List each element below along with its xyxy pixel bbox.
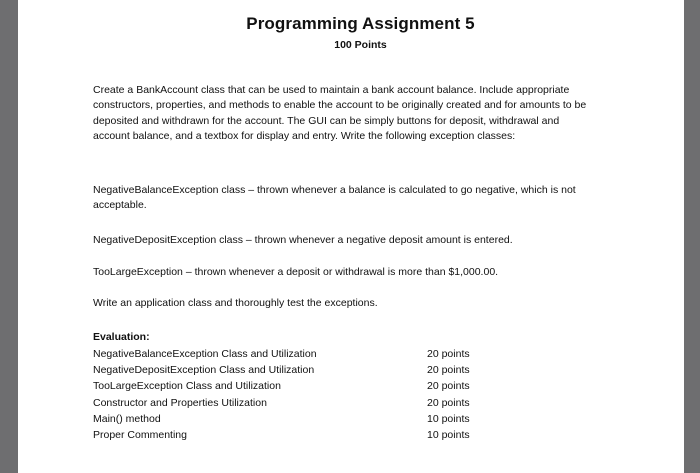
evaluation-criterion: TooLargeException Class and Utilization bbox=[93, 380, 281, 393]
document-page bbox=[18, 0, 684, 473]
evaluation-points: 10 points bbox=[427, 412, 470, 425]
evaluation-points: 20 points bbox=[427, 396, 470, 409]
too-large-paragraph: TooLargeException – thrown whenever a deposit or withdrawal is more than $1,000.00. bbox=[93, 266, 499, 278]
page-subtitle: 100 Points bbox=[334, 39, 387, 51]
evaluation-points: 20 points bbox=[427, 364, 470, 377]
negative-balance-paragraph: NegativeBalanceException class – thrown whenever a balance is calculated to go negative, which is not acceptable. bbox=[93, 184, 576, 212]
evaluation-criterion: NegativeDepositException Class and Utilization bbox=[93, 364, 315, 377]
evaluation-row bbox=[93, 346, 493, 362]
evaluation-points: 20 points bbox=[427, 380, 470, 393]
page-title: Programming Assignment 5 bbox=[246, 14, 475, 33]
evaluation-row bbox=[93, 411, 493, 427]
intro-paragraph: Create a BankAccount class that can be used to maintain a bank account balance. Include appropriate constructors, properties, and methods to enable the account to be originally created and for amounts to be deposited and withdrawn for the account. The GUI can be simply buttons for deposit, withdrawal and account balance, and a textbox for display and entry. Write the following exception classes: bbox=[93, 84, 587, 143]
evaluation-points: 20 points bbox=[427, 348, 470, 360]
evaluation-row bbox=[93, 395, 493, 411]
application-paragraph: Write an application class and thoroughly test the exceptions. bbox=[93, 297, 378, 309]
evaluation-row bbox=[93, 362, 493, 378]
evaluation-heading: Evaluation: bbox=[93, 331, 150, 343]
evaluation-table bbox=[93, 346, 493, 443]
negative-deposit-paragraph: NegativeDepositException class – thrown whenever a negative deposit amount is entered. bbox=[93, 234, 513, 246]
evaluation-row bbox=[93, 427, 493, 443]
evaluation-criterion: Proper Commenting bbox=[93, 428, 187, 441]
evaluation-row bbox=[93, 378, 493, 394]
evaluation-criterion: NegativeBalanceException Class and Utilization bbox=[93, 348, 317, 360]
evaluation-criterion: Constructor and Properties Utilization bbox=[93, 396, 267, 409]
evaluation-points: 10 points bbox=[427, 428, 470, 441]
evaluation-criterion: Main() method bbox=[93, 412, 161, 425]
